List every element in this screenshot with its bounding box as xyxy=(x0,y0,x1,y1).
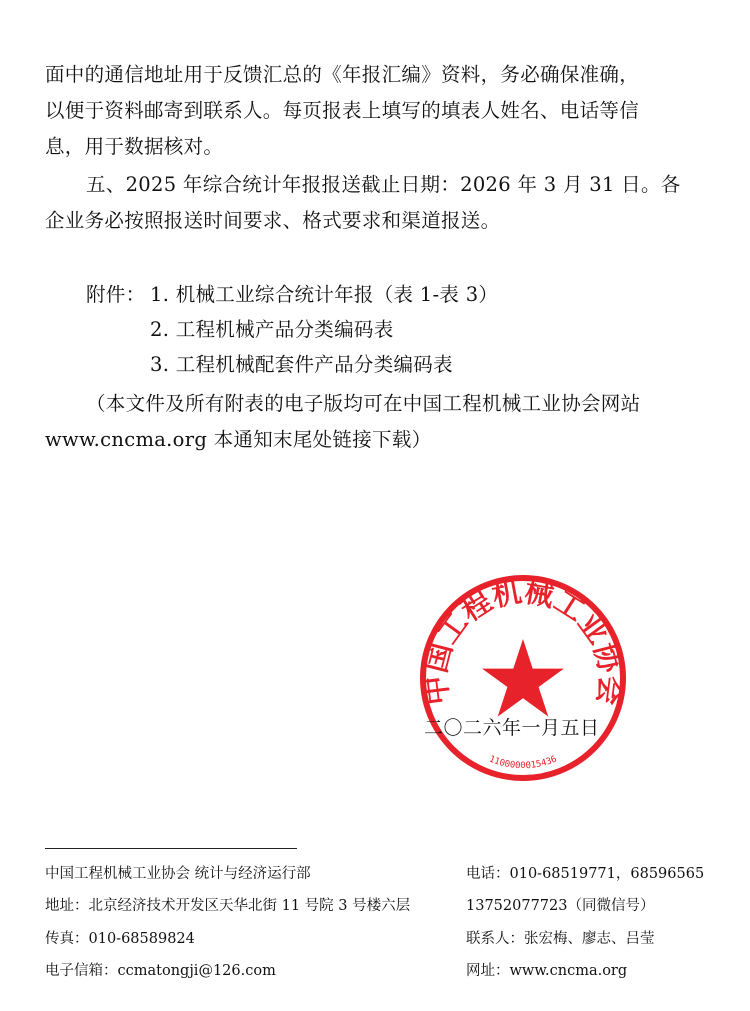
footer-phone: 电话：010-68519771，68596565 xyxy=(466,866,705,882)
attachment-item: 1. 机械工业综合统计年报（表 1-表 3） xyxy=(150,283,499,306)
footer-org: 中国工程机械工业协会 统计与经济运行部 xyxy=(45,866,311,882)
footer-mobile: 13752077723（同微信号） xyxy=(466,898,655,914)
deadline-line: 五、2025 年综合统计年报报送截止日期：2026 年 3 月 31 日。各 xyxy=(86,173,681,196)
footer-email: 电子信箱：ccmatongji@126.com xyxy=(45,963,276,979)
seal-code: 1100000015436 xyxy=(487,754,559,772)
attachments-label: 附件： xyxy=(86,283,146,306)
footer-website: 网址：www.cncma.org xyxy=(466,963,628,979)
footer-fax: 传真：010-68589824 xyxy=(45,931,195,947)
body-line: 企业务必按照报送时间要求、格式要求和渠道报送。 xyxy=(45,209,501,232)
official-seal xyxy=(418,573,628,783)
body-line: 面中的通信地址用于反馈汇总的《年报汇编》资料，务必确保准确， xyxy=(45,63,640,86)
body-line: 息，用于数据核对。 xyxy=(45,135,224,158)
footer-contacts: 联系人：张宏梅、廖志、吕莹 xyxy=(466,931,655,947)
footer-divider xyxy=(45,848,297,849)
note-line: （本文件及所有附表的电子版均可在中国工程机械工业协会网站 xyxy=(86,392,641,415)
seal-text: 中国工程机械工业协会 xyxy=(418,574,628,707)
attachment-item: 3. 工程机械配套件产品分类编码表 xyxy=(150,353,453,376)
star-icon xyxy=(482,639,564,717)
footer-address: 地址：北京经济技术开发区天华北街 11 号院 3 号楼六层 xyxy=(45,898,411,914)
body-line: 以便于资料邮寄到联系人。每页报表上填写的填表人姓名、电话等信 xyxy=(45,99,640,122)
issue-date: 二〇二六年一月五日 xyxy=(424,717,600,739)
attachment-item: 2. 工程机械产品分类编码表 xyxy=(150,318,394,341)
note-line: www.cncma.org 本通知末尾处链接下载） xyxy=(45,428,432,451)
